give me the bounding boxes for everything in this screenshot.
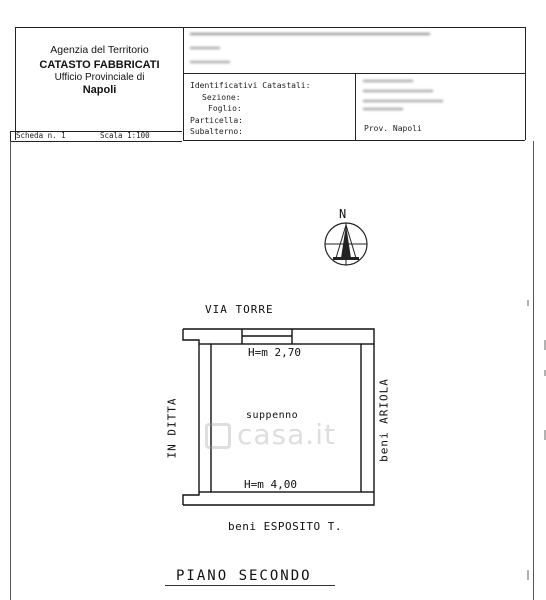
office-subtitle: Ufficio Provinciale di — [54, 72, 145, 83]
subalterno-label: Subalterno: — [190, 127, 243, 136]
scheda-scale: Scala 1:100 — [100, 131, 150, 140]
neighbor-bottom-label: beni ESPOSITO T. — [228, 520, 342, 533]
province-label: Prov. Napoli — [364, 124, 422, 133]
office-city: Napoli — [82, 84, 117, 96]
north-arrow-icon — [325, 223, 367, 265]
particella-label: Particella: — [190, 115, 243, 125]
identifiers-heading: Identificativi Catastali: — [190, 81, 311, 90]
foglio-label: Foglio: — [208, 104, 242, 113]
street-label-top: VIA TORRE — [205, 303, 274, 316]
watermark — [205, 418, 336, 451]
north-label: N — [339, 207, 348, 221]
scan-marks — [528, 300, 545, 580]
catasto-title: CATASTO FABBRICATI — [39, 59, 160, 71]
sezione-label: Sezione: — [202, 92, 241, 102]
floor-underline — [165, 585, 335, 586]
floor-label: PIANO SECONDO — [176, 568, 312, 584]
neighbor-right-label: beni ARIOLA — [377, 378, 391, 462]
scheda-number: Scheda n. 1 — [16, 131, 66, 140]
room-label: suppenno — [246, 410, 299, 421]
watermark-logo-icon — [205, 423, 231, 449]
agency-name: Agenzia del Territorio — [50, 44, 149, 56]
watermark-text: casa.it — [237, 418, 336, 451]
height-label-top: H=m 2,70 — [248, 346, 301, 359]
neighbor-left-label: IN DITTA — [165, 397, 179, 459]
height-label-bottom: H=m 4,00 — [244, 478, 297, 491]
